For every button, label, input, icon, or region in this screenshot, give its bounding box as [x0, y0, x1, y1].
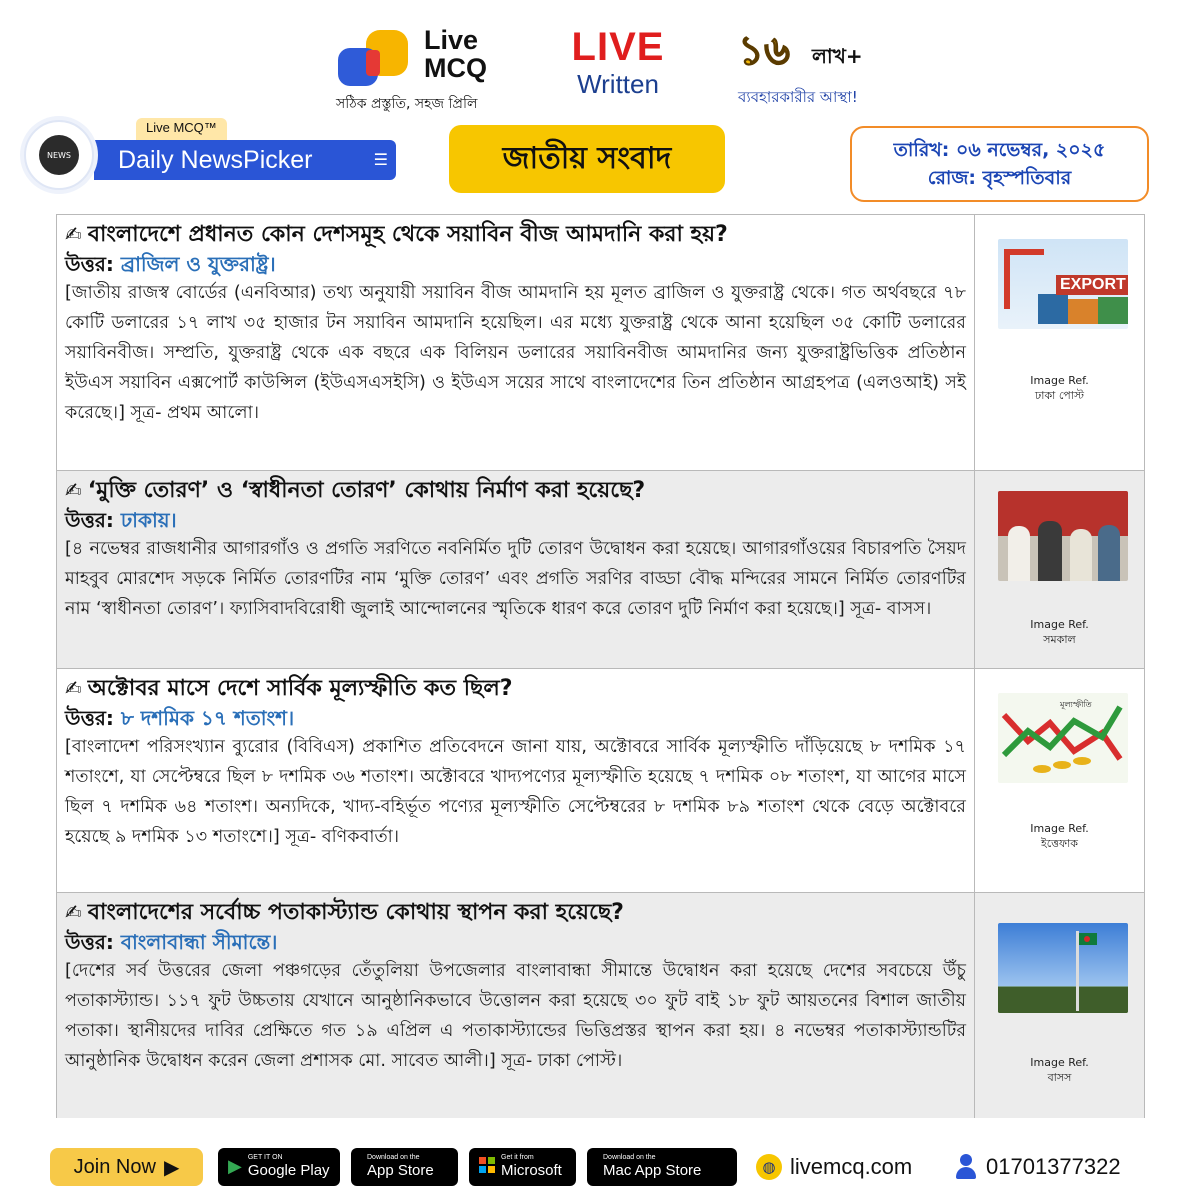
play-triangle-icon: ▶	[163, 1156, 180, 1179]
website-link[interactable]: ◍ livemcq.com	[756, 1152, 912, 1182]
google-play-icon: ▶	[228, 1156, 242, 1177]
live-written-logo[interactable]	[568, 26, 668, 100]
header	[0, 0, 1200, 120]
answer: উত্তর: ৮ দশমিক ১৭ শতাংশ।	[65, 706, 295, 730]
answer: উত্তর: ঢাকায়।	[65, 508, 177, 532]
phone-contact[interactable]: 01701377322	[954, 1152, 1121, 1182]
users-trust-text: ব্যবহারকারীর আস্থা!	[738, 88, 858, 106]
question: ✍ বাংলাদেশের সর্বোচ্চ পতাকাস্ট্যান্ড কোথায় স্থাপন করা হয়েছে?	[65, 900, 624, 925]
question: ✍ ‘মুক্তি তোরণ’ ও ‘স্বাধীনতা তোরণ’ কোথায় নির্মাণ করা হয়েছে?	[65, 478, 646, 503]
footer	[0, 1140, 1200, 1200]
writing-hand-icon: ✍	[65, 478, 82, 502]
date-line: তারিখ: ০৬ নভেম্বর, ২০২৫	[893, 139, 1106, 161]
gate-inauguration-image	[998, 491, 1128, 581]
news-item	[57, 215, 1144, 471]
news-item	[57, 893, 1144, 1118]
writing-hand-icon: ✍	[65, 676, 82, 700]
newspicker-tag: Live MCQ™	[136, 118, 227, 140]
newspicker-title: Daily NewsPicker	[118, 146, 313, 174]
image-column	[975, 893, 1144, 1118]
news-item	[57, 669, 1144, 893]
inflation-image	[998, 693, 1128, 783]
livemcq-logo-icon	[338, 30, 408, 86]
globe-icon: ◍	[756, 1154, 782, 1180]
inflation-label: মূল্যস্ফীতি	[1060, 700, 1092, 709]
answer: উত্তর: বাংলাবান্ধা সীমান্তে।	[65, 930, 278, 954]
users-badge	[738, 26, 908, 106]
livemcq-brand-text: Live MCQ	[424, 25, 487, 83]
news-text	[57, 893, 975, 1118]
day-line: রোজ: বৃহস্পতিবার	[927, 167, 1072, 189]
date-box	[850, 126, 1149, 202]
support-person-icon	[954, 1154, 978, 1180]
news-text	[57, 215, 975, 470]
image-ref: Image Ref. ঢাকা পোস্ট	[1030, 374, 1089, 402]
image-ref: Image Ref. বাসস	[1030, 1056, 1089, 1084]
news-text	[57, 471, 975, 668]
written-label: Written	[577, 69, 659, 99]
writing-hand-icon: ✍	[65, 900, 82, 924]
image-column	[975, 669, 1144, 892]
newspicker-pill	[94, 140, 396, 180]
app-store-badge[interactable]: Download on the App Store	[351, 1148, 458, 1186]
question: ✍ অক্টোবর মাসে দেশে সার্বিক মূল্যস্ফীতি কত ছিল?	[65, 676, 513, 701]
users-unit: লাখ+	[812, 44, 863, 68]
windows-icon	[479, 1157, 495, 1177]
answer: উত্তর: ব্রাজিল ও যুক্তরাষ্ট্র।	[65, 252, 276, 276]
globe-badge	[24, 120, 94, 190]
join-now-button[interactable]: Join Now ▶	[50, 1148, 203, 1186]
daily-newspicker-logo	[24, 118, 388, 192]
brand-tagline: সঠিক প্রস্তুতি, সহজ প্রিলি	[336, 96, 478, 112]
image-column	[975, 471, 1144, 668]
menu-lines-icon: ☰	[373, 150, 388, 169]
export-image: EXPORT	[998, 239, 1128, 329]
news-body: [জাতীয় রাজস্ব বোর্ডের (এনবিআর) তথ্য অনুযায়ী সয়াবিন বীজ আমদানি হয় মূলত ব্রাজিল ও যুক্তরাষ্ট্র থেকে। গত অর্থবছরে ৭৮ কোটি ডলারের ১৭ লাখ ৩৫ হাজার টন সয়াবিন আমদানি হয়েছিল। এর মধ্যে যুক্তরাষ্ট্র থেকে আনা হয়েছিল ৩৫ কোটি ডলারের সয়াবিনবীজ। সম্প্রতি, যুক্তরাষ্ট্র থেকে এক বছরে এক বিলিয়ন ডলারের সয়াবিনবীজ আমদানির জন্য যুক্তরাষ্ট্রভিত্তিক প্রতিষ্ঠান ইউএস সয়াবিন এক্সপোর্ট কাউন্সিল (ইউএসএসইসি) ও ইউএস সয়ের সাথে বাংলাদেশের তিন প্রতিষ্ঠান আগ্রহপত্র (এলওআই) সই করেছে।] সূত্র- প্রথম আলো।	[65, 283, 966, 423]
microsoft-store-badge[interactable]: Get it from Microsoft	[469, 1148, 576, 1186]
live-label: LIVE	[571, 25, 665, 69]
mac-app-store-badge[interactable]: Download on the Mac App Store	[587, 1148, 737, 1186]
image-ref: Image Ref. ইত্তেফাক	[1030, 822, 1089, 850]
image-column	[975, 215, 1144, 470]
news-text	[57, 669, 975, 892]
question: ✍ বাংলাদেশে প্রধানত কোন দেশসমূহ থেকে সয়াবিন বীজ আমদানি করা হয়?	[65, 222, 728, 247]
image-ref: Image Ref. সমকাল	[1030, 618, 1089, 646]
globe-icon: NEWS	[39, 135, 79, 175]
news-body: [দেশের সর্ব উত্তরের জেলা পঞ্চগড়ের তেঁতুলিয়া উপজেলার বাংলাবান্ধা সীমান্তে উদ্বোধন করা হয়েছে দেশের সবচেয়ে উঁচু পতাকাস্ট্যান্ড। ১১৭ ফুট উচ্চতায় যেখানে আনুষ্ঠানিকভাবে উত্তোলন করা হয়েছে ৩০ ফুট বাই ১৮ ফুট আয়তনের বিশাল জাতীয় পতাকা। স্থানীয়দের দাবির প্রেক্ষিতে গত ১৯ এপ্রিল এ পতাকাস্ট্যান্ডের ভিত্তিপ্রস্তর স্থাপন করা হয়। ৪ নভেম্বর পতাকাস্ট্যান্ডটির আনুষ্ঠানিক উদ্বোধন করেন জেলা প্রশাসক মো. সাবেত আলী।] সূত্র- ঢাকা পোস্ট।	[65, 961, 966, 1071]
writing-hand-icon: ✍	[65, 222, 82, 246]
news-item	[57, 471, 1144, 669]
news-body: [৪ নভেম্বর রাজধানীর আগারগাঁও ও প্রগতি সরণিতে নবনির্মিত দুটি তোরণ উদ্বোধন করা হয়েছে। আগারগাঁওয়ের বিচারপতি সৈয়দ মাহবুব মোরশেদ সড়কে নির্মিত তোরণটির নাম ‘মুক্তি তোরণ’ এবং প্রগতি সরণির বাড্ডা বৌদ্ধ মন্দিরের সামনে নির্মিত তোরণটির নাম ‘স্বাধীনতা তোরণ’। ফ্যাসিবাদবিরোধী জুলাই আন্দোলনের স্মৃতিকে ধারণ করে তোরণ দুটি নির্মাণ করা হয়েছে।] সূত্র- বাসস।	[65, 539, 966, 619]
section-title: জাতীয় সংবাদ	[449, 125, 725, 193]
flagstand-image	[998, 923, 1128, 1013]
users-count: ১৬	[738, 28, 790, 74]
news-body: [বাংলাদেশ পরিসংখ্যান ব্যুরোর (বিবিএস) প্রকাশিত প্রতিবেদনে জানা যায়, অক্টোবরে সার্বিক মূল্যস্ফীতি দাঁড়িয়েছে ৮ দশমিক ১৭ শতাংশে, যা সেপ্টেম্বরে ছিল ৮ দশমিক ৩৬ শতাংশ। অক্টোবরে খাদ্যপণ্যের মূল্যস্ফীতি হয়েছে ৭ দশমিক ০৮ শতাংশ, যা আগের মাসে ছিল ৭ দশমিক ৬৪ শতাংশ। অন্যদিকে, খাদ্য-বহির্ভূত পণ্যের মূল্যস্ফীতি সেপ্টেম্বরের ৮ দশমিক ৮৯ শতাংশ থেকে বেড়ে অক্টোবরে হয়েছে ৯ দশমিক ১৩ শতাংশে।] সূত্র- বণিকবার্তা।	[65, 737, 966, 847]
google-play-badge[interactable]: ▶ GET IT ON Google Play	[218, 1148, 340, 1186]
news-table	[56, 214, 1145, 1118]
livemcq-logo[interactable]	[332, 22, 512, 112]
